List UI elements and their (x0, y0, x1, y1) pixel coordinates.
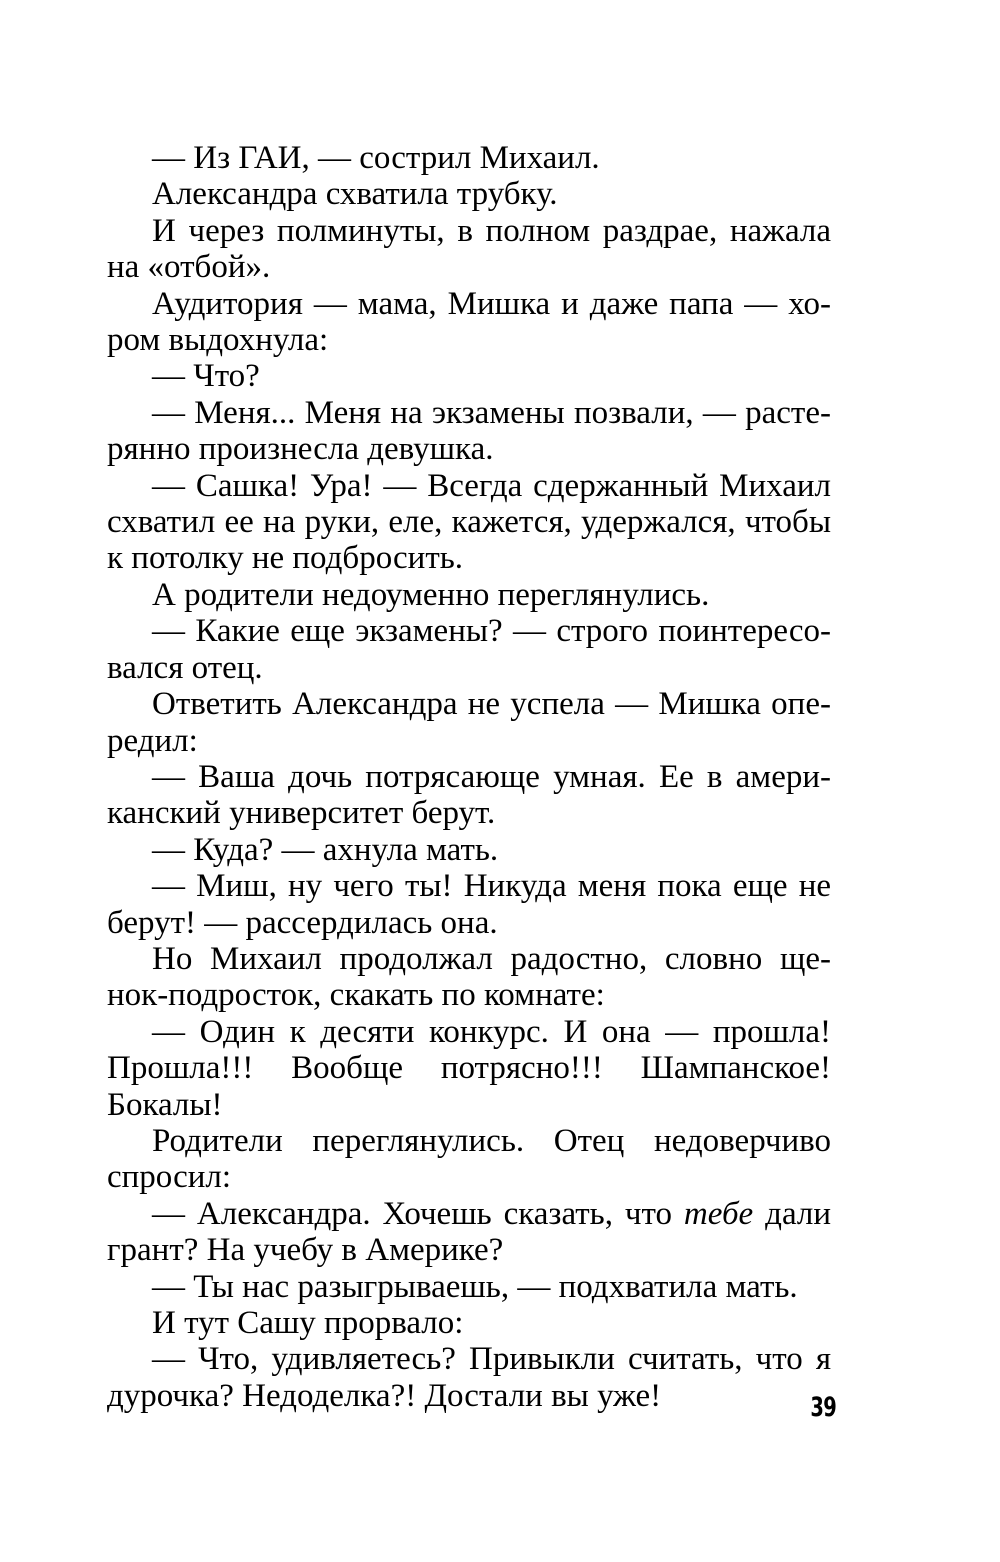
paragraph: — Сашка! Ура! — Всегда сдержанный Михаил схватил ее на руки, еле, кажется, удержался, чтобы к потолку не подбросить. (107, 467, 831, 577)
page-text (107, 140, 831, 1414)
paragraph: — Миш, ну чего ты! Никуда меня пока еще не берут! — рассердилась она. (107, 868, 831, 941)
italic-emphasis: тебе (683, 1195, 754, 1232)
paragraph-with-emphasis (107, 1196, 831, 1269)
paragraph: — Один к десяти конкурс. И она — прошла! Прошла!!! Вообще потрясно!!! Шампанское! Бокалы! (107, 1013, 831, 1123)
paragraph: — Куда? — ахнула мать. (152, 831, 499, 868)
text-run: дали грант? На учебу в Америке? (107, 1195, 832, 1269)
paragraph: — Ты нас разыгрываешь, — подхватила мать. (152, 1268, 798, 1305)
paragraph: — Что? (152, 358, 260, 395)
paragraph: И через полминуты, в полном раздрае, нажала на «отбой». (107, 212, 831, 286)
paragraph: Ответить Александра не успела — Мишка опередил: (107, 686, 831, 759)
paragraph: Аудитория — мама, Мишка и даже папа — хором выдохнула: (107, 285, 831, 359)
paragraph: — Из ГАИ, — сострил Михаил. (152, 140, 600, 176)
paragraph: И тут Сашу прорвало: (152, 1305, 464, 1341)
paragraph: — Меня... Меня на экзамены позвали, — растерянно произнесла девушка. (107, 394, 831, 468)
paragraph: Родители переглянулись. Отец недоверчиво спросил: (107, 1122, 831, 1196)
text-run: — Александра. Хочешь сказать, что (152, 1195, 684, 1232)
paragraph: — Что, удивляетесь? Привыкли считать, что я дурочка? Недоделка?! Достали вы уже! (107, 1341, 831, 1414)
paragraph: Но Михаил продолжал радостно, словно щенок-подросток, скакать по комнате: (107, 940, 831, 1014)
paragraph: Александра схватила трубку. (152, 176, 558, 213)
paragraph: — Ваша дочь потрясающе умная. Ее в американский университет берут. (107, 758, 831, 832)
paragraph: — Какие еще экзамены? — строго поинтересовался отец. (107, 613, 831, 686)
page-number: 39 (810, 1392, 836, 1423)
paragraph: А родители недоуменно переглянулись. (152, 576, 710, 613)
